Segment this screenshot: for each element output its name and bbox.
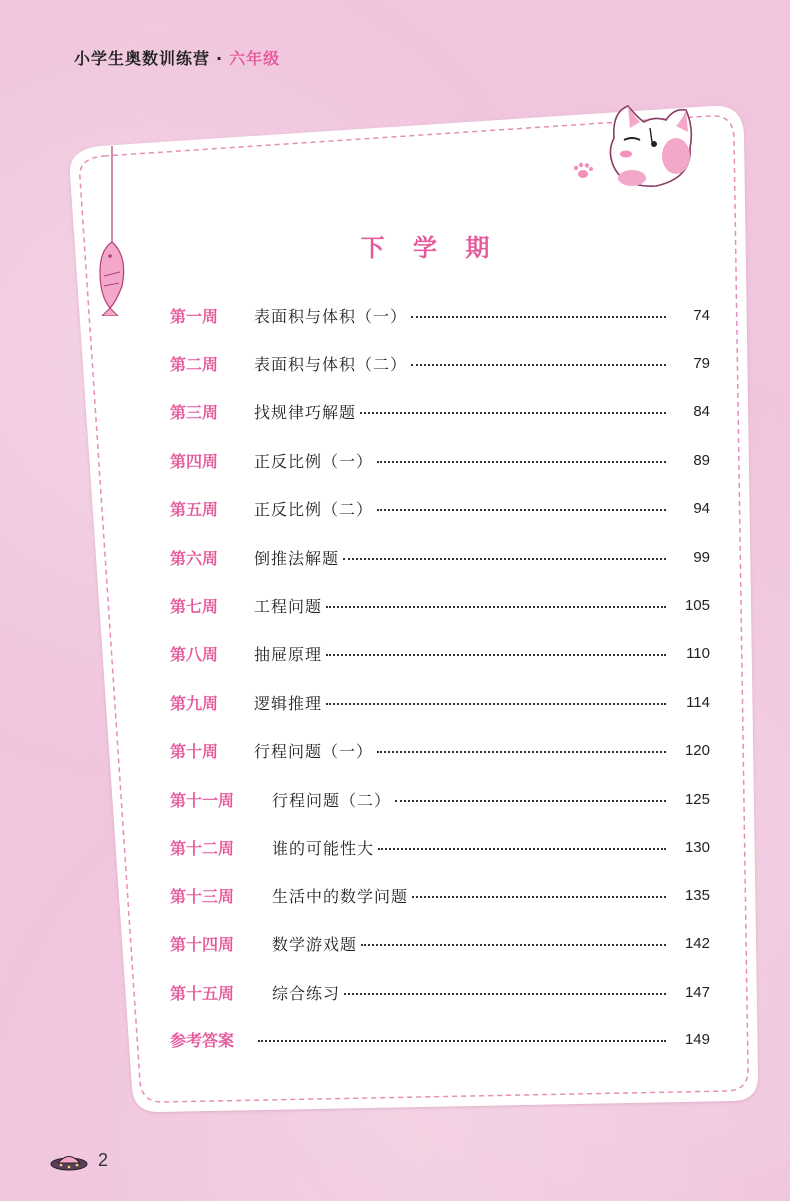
- toc-entry[interactable]: [170, 638, 710, 668]
- toc-week-label: 第六周: [170, 548, 219, 568]
- toc-chapter-title: 逻辑推理: [254, 693, 323, 713]
- toc-entry[interactable]: [170, 735, 710, 765]
- toc-page-number: 79: [693, 354, 710, 372]
- toc-leader-dots: [411, 364, 666, 366]
- toc-week-label: 第十五周: [170, 983, 235, 1003]
- toc-week-label: 第三周: [170, 402, 219, 422]
- toc-page-number: 94: [693, 499, 710, 517]
- toc-page-number: 130: [684, 838, 710, 856]
- toc-page-number: 84: [693, 402, 710, 420]
- toc-leader-dots: [326, 606, 666, 608]
- toc-chapter-title: 生活中的数学问题: [272, 886, 409, 906]
- section-heading: 下 学 期: [360, 233, 500, 262]
- header-separator: ·: [216, 49, 224, 68]
- toc-leader-dots: [412, 896, 666, 898]
- toc-entry[interactable]: [170, 928, 710, 958]
- toc-week-label: 第一周: [170, 306, 219, 326]
- toc-chapter-title: 找规律巧解题: [254, 402, 357, 422]
- toc-page-number: 149: [684, 1030, 710, 1048]
- toc-entry[interactable]: [170, 977, 710, 1007]
- book-title: 小学生奥数训练营: [74, 49, 211, 68]
- toc-chapter-title: 抽屉原理: [254, 644, 323, 664]
- toc-leader-dots: [344, 993, 666, 995]
- toc-entry[interactable]: [170, 784, 710, 814]
- toc-chapter-title: 数学游戏题: [272, 934, 358, 954]
- toc-entry[interactable]: [170, 832, 710, 862]
- toc-entry[interactable]: [170, 300, 710, 330]
- toc-page-number: 114: [686, 693, 710, 711]
- toc-page-number: 120: [684, 741, 710, 759]
- toc-week-label: 第十一周: [170, 790, 235, 810]
- toc-leader-dots: [395, 800, 666, 802]
- toc-leader-dots: [361, 944, 666, 946]
- toc-entry-answers[interactable]: [170, 1024, 710, 1054]
- toc-entry[interactable]: [170, 590, 710, 620]
- toc-leader-dots: [326, 654, 666, 656]
- toc-leader-dots: [258, 1040, 666, 1042]
- cat-face-icon: [594, 98, 704, 198]
- toc-week-label: 第十四周: [170, 934, 235, 954]
- toc-leader-dots: [377, 509, 666, 511]
- toc-week-label: 第五周: [170, 499, 219, 519]
- toc-leader-dots: [377, 461, 666, 463]
- toc-page-number: 125: [684, 790, 710, 808]
- toc-week-label: 第九周: [170, 693, 219, 713]
- toc-chapter-title: 正反比例（二）: [254, 499, 374, 519]
- toc-week-label: 第十二周: [170, 838, 235, 858]
- toc-week-label: 第八周: [170, 644, 219, 664]
- toc-chapter-title: 行程问题（二）: [272, 790, 392, 810]
- toc-leader-dots: [360, 412, 666, 414]
- toc-page-number: 74: [693, 306, 710, 324]
- grade-label: 六年级: [229, 49, 281, 68]
- toc-chapter-title: 正反比例（一）: [254, 451, 374, 471]
- toc-page-number: 89: [693, 451, 710, 469]
- toc-leader-dots: [326, 703, 666, 705]
- toc-chapter-title: 综合练习: [272, 983, 341, 1003]
- toc-chapter-title: 谁的可能性大: [272, 838, 375, 858]
- toc-chapter-title: 行程问题（一）: [254, 741, 374, 761]
- toc-chapter-title: 表面积与体积（一）: [254, 306, 408, 326]
- page-number: 2: [98, 1150, 109, 1170]
- toc-page-number: 142: [684, 934, 710, 952]
- toc-leader-dots: [411, 316, 666, 318]
- toc-entry[interactable]: [170, 542, 710, 572]
- toc-week-label: 第二周: [170, 354, 219, 374]
- toc-page-number: 105: [684, 596, 710, 614]
- saucer-icon: [48, 1148, 90, 1174]
- toc-entry[interactable]: [170, 493, 710, 523]
- toc-entry[interactable]: [170, 348, 710, 378]
- toc-entry[interactable]: [170, 687, 710, 717]
- toc-entry[interactable]: [170, 445, 710, 475]
- toc-page-number: 147: [684, 983, 710, 1001]
- toc-week-label: 第四周: [170, 451, 219, 471]
- toc-entry[interactable]: [170, 396, 710, 426]
- toc-week-label: 第七周: [170, 596, 219, 616]
- toc-leader-dots: [378, 848, 666, 850]
- paw-print-icon: [572, 162, 594, 180]
- toc-week-label: 第十周: [170, 741, 219, 761]
- toc-week-label: 参考答案: [170, 1030, 235, 1050]
- toc-chapter-title: 表面积与体积（二）: [254, 354, 408, 374]
- toc-page-number: 99: [693, 548, 710, 566]
- toc-leader-dots: [377, 751, 666, 753]
- toc-chapter-title: 倒推法解题: [254, 548, 340, 568]
- toc-entry[interactable]: [170, 880, 710, 910]
- toc-page-number: 135: [684, 886, 710, 904]
- toc-leader-dots: [343, 558, 666, 560]
- toc-page-number: 110: [686, 644, 710, 662]
- toc-chapter-title: 工程问题: [254, 596, 323, 616]
- toc-week-label: 第十三周: [170, 886, 235, 906]
